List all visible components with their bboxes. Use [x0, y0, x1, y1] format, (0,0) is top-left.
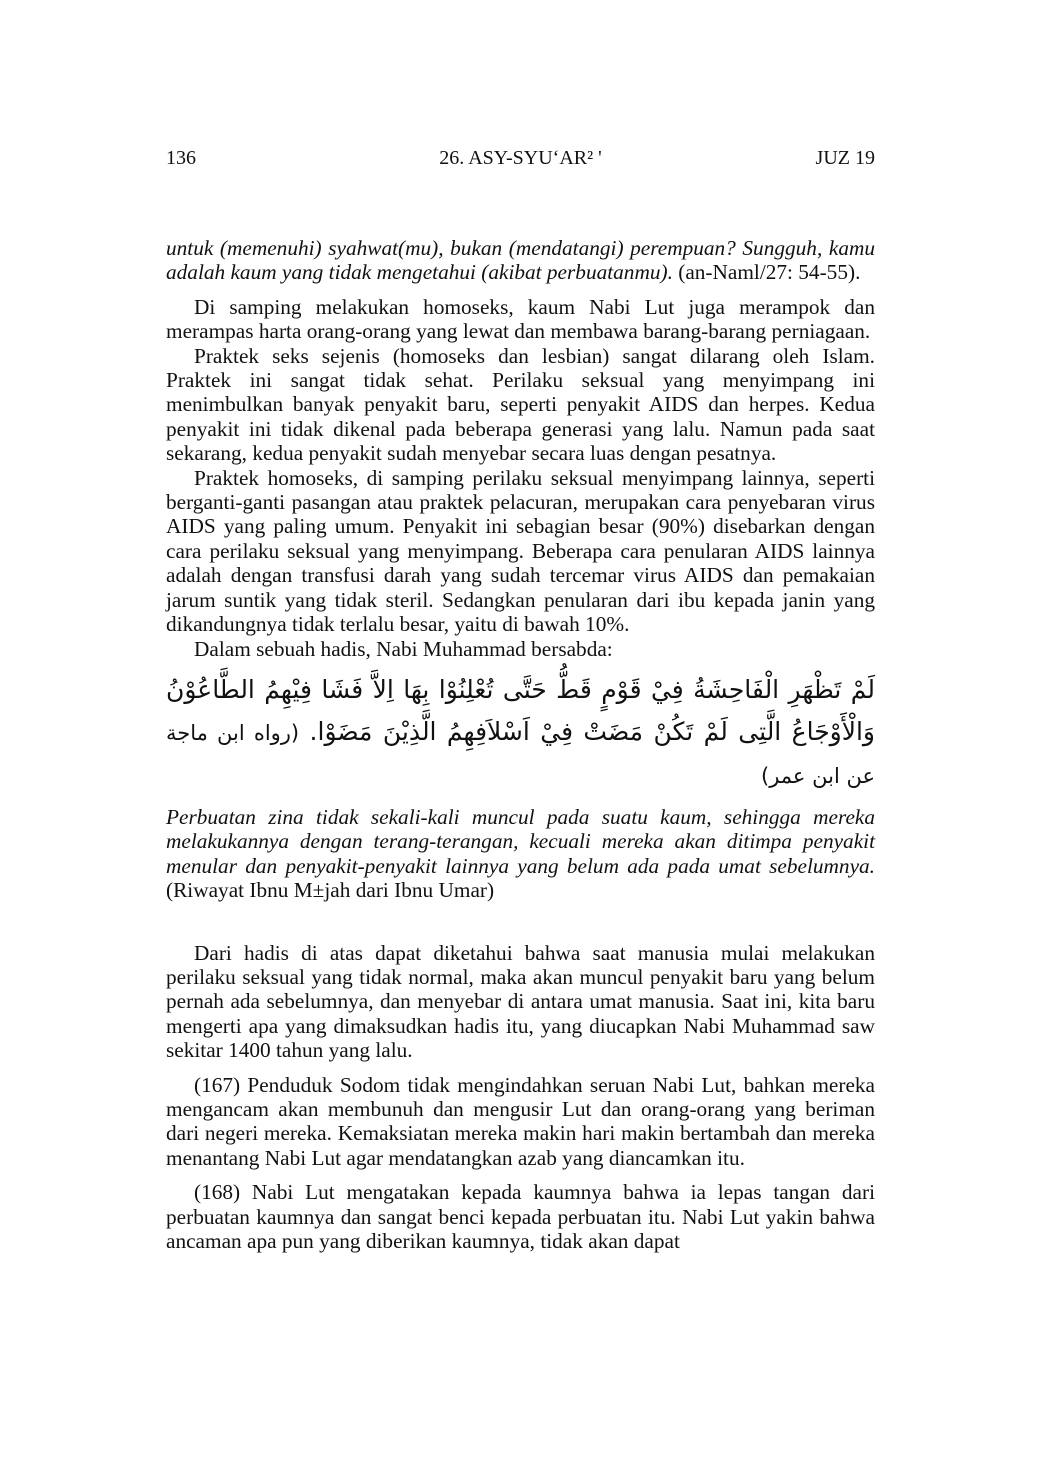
- chapter-title: 26. ASY-SYU‘AR² ': [439, 147, 602, 169]
- paragraph: Praktek homoseks, di samping perilaku seksual menyimpang lainnya, seperti berganti-ganti pasangan atau praktek pelacuran, merupakan cara penyebaran virus AIDS yang paling umum. Penyakit ini sebagian besar (90%) disebarkan dengan cara perilaku seksual yang menyimpang. Beberapa cara penularan AIDS lainnya adalah dengan transfusi darah yang sudah tercemar virus AIDS dan pemakaian jarum suntik yang tidak steril. Sedangkan penularan dari ibu kepada janin yang dikandungnya tidak terlalu besar, yaitu di bawah 10%.: [166, 465, 875, 637]
- juz-label: JUZ 19: [815, 147, 875, 169]
- hadith-arabic-citation: (رواه ابن ماجة عن ابن عمر): [166, 720, 875, 788]
- paragraph: Praktek seks sejenis (homoseks dan lesbian) sangat dilarang oleh Islam. Praktek ini sangat tidak sehat. Perilaku seksual yang menyimpang ini menimbulkan banyak penyakit baru, seperti penyakit AIDS dan herpes. Kedua penyakit ini tidak dikenal pada beberapa generasi yang lalu. Namun pada saat sekarang, kedua penyakit sudah menyebar secara luas dengan pesatnya.: [166, 343, 875, 466]
- page-number: 136: [166, 147, 196, 169]
- quote-reference: (an-Naml/27: 54-55).: [672, 260, 861, 285]
- paragraph: (168) Nabi Lut mengatakan kepada kaumnya bahwa ia lepas tangan dari perbuatan kaumnya dan sangat benci kepada perbuatan itu. Nabi Lut yakin bahwa ancaman apa pun yang diberikan kaumnya, tidak akan dapat: [166, 1180, 875, 1253]
- paragraph: Dari hadis di atas dapat diketahui bahwa saat manusia mulai melakukan perilaku seksual yang tidak normal, maka akan muncul penyakit baru yang belum pernah ada sebelumnya, dan menyebar di antara umat manusia. Saat ini, kita baru mengerti apa yang dimaksudkan hadis itu, yang diucapkan Nabi Muhammad saw sekitar 1400 tahun yang lalu.: [166, 940, 875, 1063]
- hadith-arabic-text: لَمْ تَظْهَرِ الْفَاحِشَةُ فِيْ قَوْمٍ قَطُّ حَتَّى تُعْلِنُوْا بِهَا اِلاَّ فَشَا فِيْهِمُ الطَّاعُوْنُ وَالْأَوْجَاعُ الَّتِى لَمْ تَكُنْ مَضَتْ فِيْ اَسْلاَفِهِمُ الَّذِيْنَ مَضَوْا.: [166, 674, 875, 746]
- page-header: [166, 146, 875, 172]
- paragraph: Di samping melakukan homoseks, kaum Nabi Lut juga merampok dan merampas harta orang-orang yang lewat dan membawa barang-barang perniagaan.: [166, 294, 875, 344]
- hadith-source: (Riwayat Ibnu M±jah dari Ibnu Umar): [166, 878, 495, 903]
- paragraph: Dalam sebuah hadis, Nabi Muhammad bersabda:: [194, 636, 613, 661]
- paragraph: (167) Penduduk Sodom tidak mengindahkan seruan Nabi Lut, bahkan mereka mengancam akan membunuh dan mengusir Lut dan orang-orang yang beriman dari negeri mereka. Kemaksiatan mereka makin hari makin bertambah dan mereka menantang Nabi Lut agar mendatangkan azab yang diancamkan itu.: [166, 1072, 875, 1170]
- hadith-translation: [166, 805, 875, 903]
- quote-italic-text: untuk (memenuhi) syahwat(mu), bukan (mendatangi) perempuan? Sungguh, kamu adalah kaum yang tidak mengetahui (akibat perbuatanmu).: [166, 236, 875, 285]
- quote-block: [166, 236, 875, 285]
- page-body: [166, 236, 875, 1253]
- hadith-arabic: [166, 669, 875, 797]
- hadith-translation-text: Perbuatan zina tidak sekali-kali muncul pada suatu kaum, sehingga mereka melakukannya dengan terang-terangan, kecuali mereka akan ditimpa penyakit menular dan penyakit-penyakit lainnya yang belum ada pada umat sebelumnya.: [166, 804, 875, 878]
